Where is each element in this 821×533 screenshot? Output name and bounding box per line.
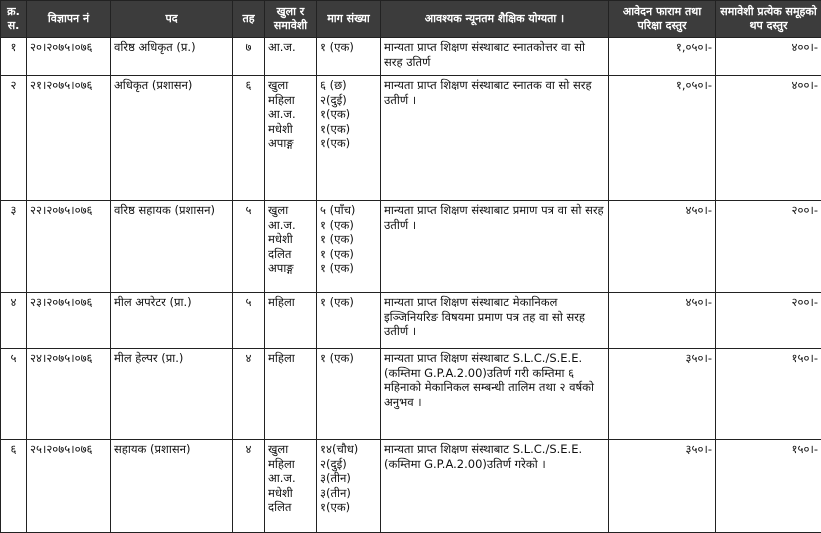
cell-post: वरिष्ठ अधिकृत (प्र.) xyxy=(111,38,233,76)
header-fee: आवेदन फाराम तथा परिक्षा दस्तुर xyxy=(609,1,716,38)
cell-post: मील हेल्पर (प्रा.) xyxy=(111,349,233,440)
header-sn: क्र. स. xyxy=(1,1,27,38)
cell-demand xyxy=(317,76,381,201)
cell-demand xyxy=(317,293,381,349)
demand-item: १ (एक) xyxy=(320,295,377,310)
demand-item: १ (एक) xyxy=(320,351,377,366)
category-item: आ.ज. xyxy=(268,40,313,55)
cell-extra-fee: २००।- xyxy=(716,293,821,349)
cell-category xyxy=(265,440,317,533)
cell-post: वरिष्ठ सहायक (प्रशासन) xyxy=(111,201,233,293)
category-item: खुला xyxy=(268,203,313,218)
category-item: मधेशी xyxy=(268,486,313,501)
cell-fee: ३५०।- xyxy=(609,440,716,533)
table-row xyxy=(1,38,821,76)
demand-item: १ (एक) xyxy=(320,40,377,55)
table-row xyxy=(1,293,821,349)
cell-level: ४ xyxy=(233,440,265,533)
demand-item: १ (एक) xyxy=(320,261,377,276)
cell-fee: १,०५०।- xyxy=(609,38,716,76)
header-level: तह xyxy=(233,1,265,38)
cell-extra-fee: २००।- xyxy=(716,201,821,293)
table-row xyxy=(1,201,821,293)
cell-sn: ३ xyxy=(1,201,27,293)
category-item: अपाङ्ग xyxy=(268,136,313,151)
category-item: मधेशी xyxy=(268,122,313,137)
demand-item: १(एक) xyxy=(320,122,377,137)
cell-adv-no: २१।२०७५।०७६ xyxy=(27,76,111,201)
category-item: महिला xyxy=(268,93,313,108)
cell-fee: ४५०।- xyxy=(609,293,716,349)
demand-item: १ (एक) xyxy=(320,232,377,247)
cell-qualification: मान्यता प्राप्त शिक्षण संस्थाबाट S.L.C./S.E.E.(कम्तिमा G.P.A.2.00)उतिर्ण गरेको । xyxy=(381,440,609,533)
cell-qualification: मान्यता प्राप्त शिक्षण संस्थाबाट S.L.C./S.E.E. (कम्तिमा G.P.A.2.00)उतिर्ण गरी कम्तिमा ६ महिनाको मेकानिकल सम्बन्धी तालिम तथा २ वर्षको अनुभव । xyxy=(381,349,609,440)
cell-sn: ५ xyxy=(1,349,27,440)
category-item: खुला xyxy=(268,442,313,457)
cell-category xyxy=(265,349,317,440)
cell-sn: २ xyxy=(1,76,27,201)
demand-item: २(दुई) xyxy=(320,457,377,472)
cell-sn: १ xyxy=(1,38,27,76)
demand-item: ३(तीन) xyxy=(320,471,377,486)
table-row xyxy=(1,349,821,440)
category-item: दलित xyxy=(268,500,313,515)
cell-qualification: मान्यता प्राप्त शिक्षण संस्थाबाट मेकानिकल इञ्जिनियरिङ विषयमा प्रमाण पत्र तह वा सो सरह उतीर्ण । xyxy=(381,293,609,349)
cell-adv-no: २०।२०७५।०७६ xyxy=(27,38,111,76)
header-adv-no: विज्ञापन नं xyxy=(27,1,111,38)
cell-post: सहायक (प्रशासन) xyxy=(111,440,233,533)
cell-qualification: मान्यता प्राप्त शिक्षण संस्थाबाट स्नातक वा सो सरह उतीर्ण । xyxy=(381,76,609,201)
category-item: आ.ज. xyxy=(268,471,313,486)
cell-adv-no: २३।२०७५।०७६ xyxy=(27,293,111,349)
cell-adv-no: २२।२०७५।०७६ xyxy=(27,201,111,293)
cell-extra-fee: ४००।- xyxy=(716,38,821,76)
demand-item: १(एक) xyxy=(320,500,377,515)
cell-qualification: मान्यता प्राप्त शिक्षण संस्थाबाट प्रमाण पत्र वा सो सरह उतीर्ण । xyxy=(381,201,609,293)
cell-category xyxy=(265,38,317,76)
cell-post: अधिकृत (प्रशासन) xyxy=(111,76,233,201)
demand-item: १(एक) xyxy=(320,107,377,122)
cell-category xyxy=(265,201,317,293)
cell-category xyxy=(265,76,317,201)
cell-demand xyxy=(317,201,381,293)
table-row xyxy=(1,76,821,201)
header-extra-fee: समावेशी प्रत्येक समूहको थप दस्तुर xyxy=(716,1,821,38)
cell-fee: १,०५०।- xyxy=(609,76,716,201)
header-category: खुला र समावेशी xyxy=(265,1,317,38)
category-item: आ.ज. xyxy=(268,107,313,122)
cell-level: ७ xyxy=(233,38,265,76)
cell-demand xyxy=(317,349,381,440)
cell-fee: ३५०।- xyxy=(609,349,716,440)
demand-item: १(एक) xyxy=(320,136,377,151)
table-header-row xyxy=(1,1,821,38)
demand-item: ३(तीन) xyxy=(320,486,377,501)
cell-level: ४ xyxy=(233,349,265,440)
cell-extra-fee: १५०।- xyxy=(716,440,821,533)
cell-qualification: मान्यता प्राप्त शिक्षण संस्थाबाट स्नातकोत्तर वा सो सरह उतिर्ण xyxy=(381,38,609,76)
cell-demand xyxy=(317,38,381,76)
cell-fee: ४५०।- xyxy=(609,201,716,293)
category-item: महिला xyxy=(268,295,313,310)
cell-sn: ४ xyxy=(1,293,27,349)
category-item: दलित xyxy=(268,247,313,262)
demand-item: १ (एक) xyxy=(320,218,377,233)
category-item: महिला xyxy=(268,457,313,472)
cell-level: ६ xyxy=(233,76,265,201)
cell-post: मील अपरेटर (प्रा.) xyxy=(111,293,233,349)
table-row xyxy=(1,440,821,533)
category-item: महिला xyxy=(268,351,313,366)
cell-extra-fee: १५०।- xyxy=(716,349,821,440)
cell-level: ५ xyxy=(233,293,265,349)
cell-category xyxy=(265,293,317,349)
category-item: आ.ज. xyxy=(268,218,313,233)
demand-item: २(दुई) xyxy=(320,93,377,108)
demand-item: १४(चौध) xyxy=(320,442,377,457)
header-demand: माग संख्या xyxy=(317,1,381,38)
cell-adv-no: २५।२०७५।०७६ xyxy=(27,440,111,533)
demand-item: १ (एक) xyxy=(320,247,377,262)
category-item: खुला xyxy=(268,78,313,93)
header-qualification: आवश्यक न्यूनतम शैक्षिक योग्यता । xyxy=(381,1,609,38)
cell-extra-fee: ४००।- xyxy=(716,76,821,201)
header-post: पद xyxy=(111,1,233,38)
cell-adv-no: २४।२०७५।०७६ xyxy=(27,349,111,440)
category-item: मधेशी xyxy=(268,232,313,247)
demand-item: ५ (पाँच) xyxy=(320,203,377,218)
cell-sn: ६ xyxy=(1,440,27,533)
cell-demand xyxy=(317,440,381,533)
cell-level: ५ xyxy=(233,201,265,293)
category-item: अपाङ्ग xyxy=(268,261,313,276)
demand-item: ६ (छ) xyxy=(320,78,377,93)
